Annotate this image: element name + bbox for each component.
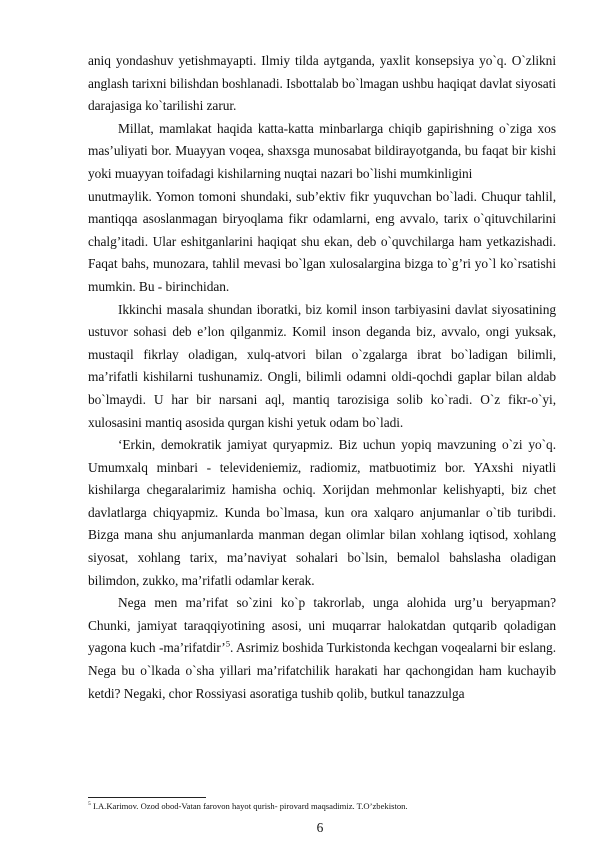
paragraph-text: Nega men ma’rifat so`zini ko`p takrorlab, unga alohida urg’u beryapman? Chunki, jamiyat taraqqiyotining asosi, uni muqarrar halokatdan qutqarib qoladigan yagona kuch -ma’rifatdir’ (88, 595, 556, 656)
paragraph: unutmaylik. Yomon tomoni shundaki, sub’ektiv fikr yuquvchan bo`ladi. Chuqur tahlil, mantiqqa asoslanmagan biryoqlama fikr odamlarni, eng avvalo, tarix o`qituvchilarini chalg’itadi. Ular eshitganlarini haqiqat shu ekan, deb o`quvchilarga ham yetkazishadi. Faqat bahs, munozara, tahlil mevasi bo`lgan xulosalargina bizga to`g’ri yo`l ko`rsatishi mumkin. Bu - birinchidan. (88, 188, 556, 294)
paragraph: Millat, mamlakat haqida katta-katta minbarlarga chiqib gapirishning o`ziga xos mas’uliyati bor. Muayyan voqea, shaxsga munosabat bildirayotganda, bu faqat bir kishi yoki muayyan toifadagi kishilarning nuqtai nazari bo`lishi mumkinligini (88, 120, 556, 181)
footnote-marker: 5 (88, 801, 91, 808)
page-body (88, 50, 556, 705)
paragraph-text-continued: . Asrimiz boshida Turkistonda kechgan voqealarni bir eslang. Nega bu o`lkada o`sha yillari ma’rifatchilik harakati har qachongidan ham kuchayib ketdi? Negaki, chor Rossiyasi asoratiga tushib qolib, butkul tanazzulga (88, 640, 556, 701)
footnote-reference[interactable]: 5 (225, 638, 231, 649)
paragraph-with-footnote (88, 592, 556, 705)
page-number: 6 (316, 820, 324, 835)
paragraph: aniq yondashuv yetishmayapti. Ilmiy tilda aytganda, yaxlit konsepsiya yo`q. O`zlikni anglash tarixni bilishdan boshlanadi. Isbottalab bo`lmagan ushbu haqiqat davlat siyosati darajasiga ko`tarilishi zarur. (88, 53, 556, 114)
paragraph: ‘Erkin, demokratik jamiyat quryapmiz. Biz uchun yopiq mavzuning o`zi yo`q. Umumxalq minbari - televideniemiz, radiomiz, matbuotimiz bor. YAxshi niyatli kishilarga chegaralarimiz hamisha ochiq. Xorijdan mehmonlar kelishyapti, biz chet davlatlarga chiqyapmiz. Kunda bo`lmasa, kun ora xalqaro anjumanlar o`tib turibdi. Bizga mana shu anjumanlarda manman degan olimlar bilan xohlang iqtisod, xohlang siyosat, xohlang tarix, ma’naviyat sohalari bo`lsin, bemalol bahslasha oladigan bilimdon, zukko, ma’rifatli odamlar kerak. (88, 437, 556, 588)
footnote-separator (88, 797, 206, 798)
paragraph: Ikkinchi masala shundan iboratki, biz komil inson tarbiyasini davlat siyosatining ustuvor sohasi deb e’lon qilganmiz. Komil inson deganda biz, avvalo, ongi yuksak, mustaqil fikrlay oladigan, xulq-atvori bilan o`zgalarga ibrat bo`ladigan bilimli, ma’rifatli kishilarni tushunamiz. Ongli, bilimli odamni oldi-qochdi gaplar bilan aldab bo`lmaydi. U har bir narsani aql, mantiq tarozisiga solib ko`radi. O`z fikr-o`yi, xulosasini mantiq asosida qurgan kishi yetuk odam bo`ladi. (88, 301, 556, 430)
footnote (88, 801, 556, 812)
footnote-text: I.A.Karimov. Ozod obod-Vatan farovon hayot qurish- pirovard maqsadimiz. T.O’zbekiston. (92, 801, 408, 811)
